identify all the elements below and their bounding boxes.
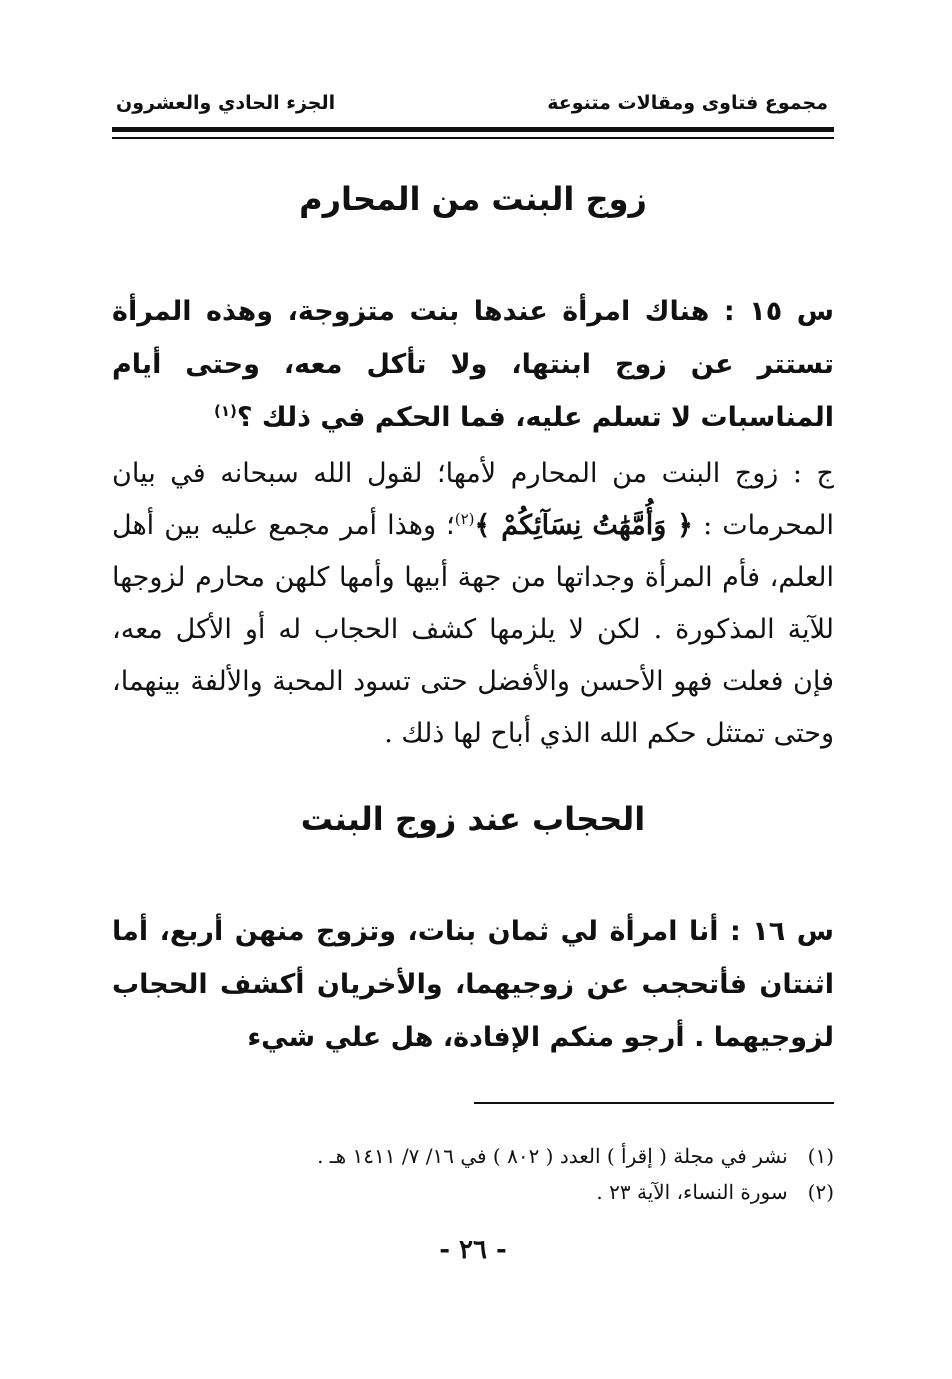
question-15 (112, 285, 834, 444)
question-15-text: س ١٥ : هناك امرأة عندها بنت متزوجة، وهذه المرأة تستتر عن زوج ابنتها، ولا تأكل معه، وحتى أيام المناسبات لا تسلم عليه، فما الحكم في ذلك ؟ (112, 296, 834, 433)
book-title: مجموع فتاوى ومقالات متنوعة (547, 92, 828, 114)
running-header (112, 92, 834, 120)
footnote-2-number: (٢) (807, 1180, 834, 1204)
footnote-2 (112, 1174, 834, 1210)
section-title-2: الحجاب عند زوج البنت (300, 800, 646, 838)
header-rule-thick (112, 127, 834, 132)
footnote-2-text: سورة النساء، الآية ٢٣ . (596, 1180, 788, 1204)
footnote-ref-1[interactable]: (١) (213, 402, 237, 420)
footnote-ref-2[interactable]: (٢) (454, 510, 475, 528)
question-16 (112, 905, 834, 1064)
answer-15-start: ج : زوج البنت من المحارم لأمها؛ لقول الله سبحانه في بيان المحرمات : (112, 458, 834, 541)
question-16-text: س ١٦ : أنا امرأة لي ثمان بنات، وتزوج منهن أربع، أما اثنتان فأتحجب عن زوجيهما، والأخريان أكشف الحجاب لزوجيهما . أرجو منكم الإفادة، هل علي شيء (112, 916, 834, 1053)
section-title-1: زوج البنت من المحارم (299, 180, 647, 218)
page-number: - ٢٦ - (439, 1235, 507, 1265)
footnotes (112, 1138, 834, 1210)
volume-label: الجزء الحادي والعشرون (116, 92, 336, 114)
footnote-1-text: نشر في مجلة ( إقرأ ) العدد ( ٨٠٢ ) في ١٦/ ٧/ ١٤١١ هـ . (317, 1144, 788, 1168)
header-rule-thin (112, 137, 834, 139)
footnote-divider (474, 1102, 834, 1104)
answer-15-rest: ؛ وهذا أمر مجمع عليه بين أهل العلم، فأم المرأة وجداتها من جهة أبيها وأمها كلهن محارم لزوجها للآية المذكورة . لكن لا يلزمها كشف الحجاب له أو الأكل معه، فإن فعلت فهو الأحسن والأفضل حتى تسود المحبة والألفة بينهما، وحتى تمتثل حكم الله الذي أباح لها ذلك . (112, 510, 834, 749)
quran-ayah: ﴿ وَأُمَّهَٰتُ نِسَآئِكُمْ ﴾ (474, 510, 693, 541)
footnote-1 (112, 1138, 834, 1174)
answer-15 (112, 448, 834, 760)
footnote-1-number: (١) (807, 1144, 834, 1168)
